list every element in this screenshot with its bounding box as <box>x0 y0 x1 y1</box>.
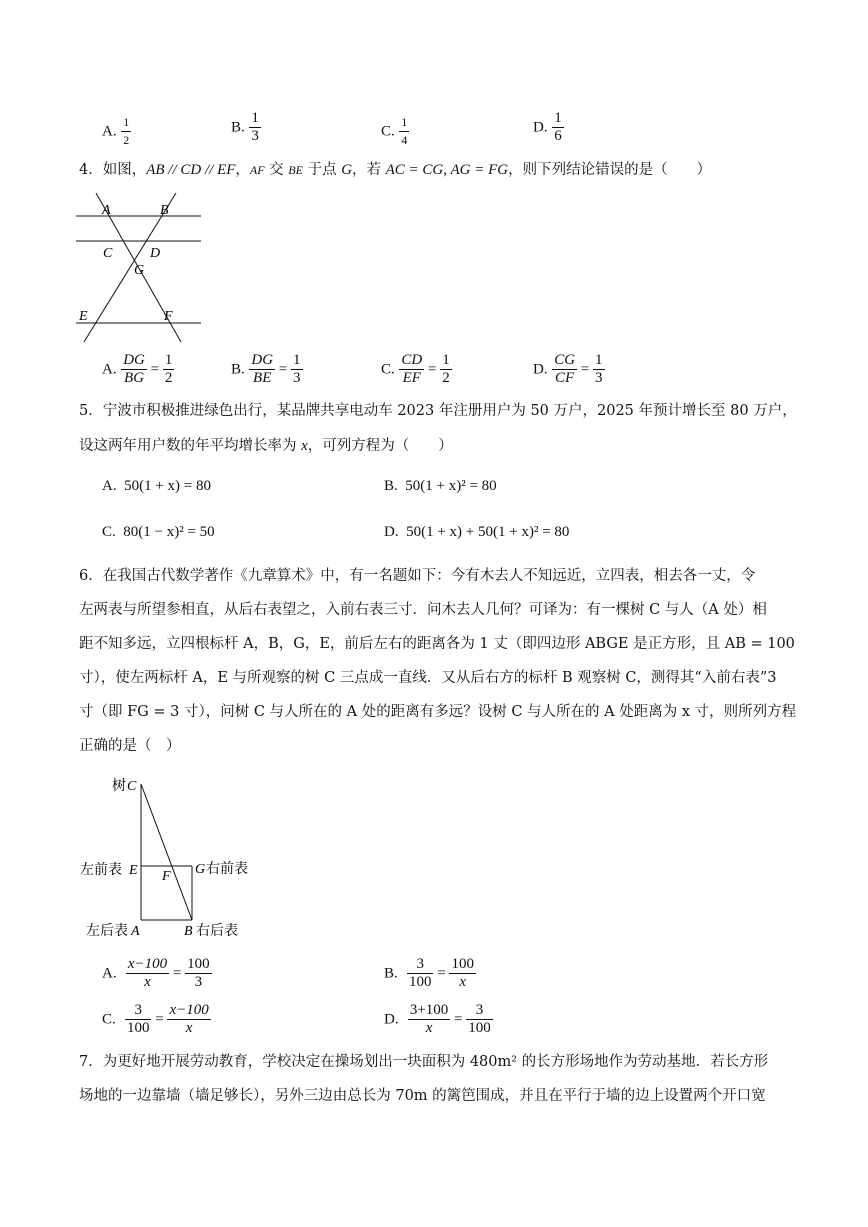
fraction: $\frac{1}{3}$ <box>595 352 603 386</box>
label-left-back: 左后表 <box>86 924 128 939</box>
fraction: $\frac{CD}{EF}$ <box>401 352 423 386</box>
q6-stem-line2: 左两表与所望参相直，从后右表望之，入前右表三寸．问木去人几何？可译为：有一棵树 C 与人（A 处）相 <box>79 602 767 618</box>
q5-option-a: A. 50(1 + x) = 80 <box>102 478 212 494</box>
label-b: B <box>184 924 193 939</box>
q6-option-c: C. $\frac{3}{100}$ = $\frac{x-100}{x}$ <box>102 1002 209 1036</box>
q3-option-a <box>102 114 131 149</box>
fraction: $\frac{DG}{BG}$ <box>123 352 145 386</box>
q3-option-b <box>231 110 261 145</box>
q6-stem-line5: 寸（即 FG = 3 寸），问树 C 与人所在的 A 处的距离有多远？设树 C 与人所在的 A 处距离为 x 寸，则所列方程 <box>79 704 797 720</box>
option-label: B. <box>231 119 245 136</box>
label-tree: 树 <box>112 779 126 794</box>
q7-stem-line2: 场地的一边靠墙（墙足够长），另外三边由总长为 70m 的篱笆围成，并且在平行于墙的边上设置两个开口宽 <box>79 1088 766 1104</box>
q6-figure <box>76 772 266 944</box>
q5-option-d: D. 50(1 + x) + 50(1 + x)² = 80 <box>384 524 570 540</box>
q4-option-d: D. $\frac{CG}{CF}$ = $\frac{1}{3}$ <box>533 352 603 386</box>
q6-stem-line4: 寸），使左两标杆 A，E 与所观察的树 C 三点成一直线．又从后右方的标杆 B 观察树 C，测得其“入前右表”3 <box>79 670 777 686</box>
fraction: $\frac{3}{100}$ <box>126 1002 150 1036</box>
label-b: B <box>160 203 169 218</box>
q6-stem-line6: 正确的是（ ） <box>79 738 181 754</box>
q7-stem-line1: 7．为更好地开展劳动教育，学校决定在操场划出一块面积为 480m² 的长方形场地作为劳动基地．若长方形 <box>79 1054 769 1070</box>
fraction: $\frac{1}{2}$ <box>164 352 173 386</box>
option-label: D. <box>533 119 548 136</box>
q4-option-b: B. $\frac{DG}{BE}$ = $\frac{1}{3}$ <box>231 352 301 386</box>
label-d: D <box>150 246 161 261</box>
label-f: F <box>164 309 173 324</box>
q5-stem-line2: 设这两年用户数的年平均增长率为 x，可列方程为（ ） <box>79 438 453 454</box>
option-label: A. <box>102 123 117 140</box>
fraction: $\frac{1}{4}$ <box>401 115 408 147</box>
fraction: $\frac{100}{3}$ <box>187 956 210 990</box>
fraction: $\frac{DG}{BE}$ <box>251 352 274 386</box>
fraction: $\frac{x-100}{x}$ <box>169 1002 209 1036</box>
q6-option-b: B. $\frac{3}{100}$ = $\frac{100}{x}$ <box>384 956 474 990</box>
fraction: $\frac{100}{x}$ <box>451 956 474 990</box>
q3-option-c <box>381 114 409 149</box>
fraction: $\frac{3+100}{x}$ <box>409 1002 449 1036</box>
fraction: $\frac{1}{2}$ <box>442 352 450 386</box>
fraction: $\frac{1}{3}$ <box>293 352 301 386</box>
q6-stem-line1: 6．在我国古代数学著作《九章算术》中，有一名题如下：今有木去人不知远近，立四表，相去各一丈，令 <box>79 568 756 584</box>
q6-option-d: D. $\frac{3+100}{x}$ = $\frac{3}{100}$ <box>384 1002 491 1036</box>
fraction: $\frac{3}{100}$ <box>408 956 432 990</box>
fraction: $\frac{x-100}{x}$ <box>127 956 168 990</box>
line-cb <box>141 784 192 920</box>
fraction: $\frac{1}{2}$ <box>123 115 130 147</box>
label-c: C <box>127 779 137 794</box>
label-g: G <box>195 862 206 877</box>
label-g: G <box>134 263 145 278</box>
label-a: A <box>102 203 111 218</box>
fraction: $\frac{1}{3}$ <box>251 110 259 144</box>
q4-stem: 4．如图，AB // CD // EF，AF 交 BE 于点 G，若 AC = CG, AG = FG，则下列结论错误的是（ ） <box>79 162 712 178</box>
q4-figure <box>74 190 209 345</box>
fraction: $\frac{3}{100}$ <box>468 1002 491 1036</box>
q6-option-a: A. $\frac{x-100}{x}$ = $\frac{100}{3}$ <box>102 956 210 990</box>
label-a: A <box>131 924 140 939</box>
q5-option-c: C. 80(1 − x)² = 50 <box>102 524 215 540</box>
option-label: C. <box>381 123 395 140</box>
label-left-front: 左前表 <box>80 863 122 878</box>
q5-option-b: B. 50(1 + x)² = 80 <box>384 478 497 494</box>
label-e: E <box>129 863 138 878</box>
fraction: $\frac{1}{6}$ <box>554 110 562 144</box>
q4-option-a: A. $\frac{DG}{BG}$ = $\frac{1}{2}$ <box>102 352 173 386</box>
q3-option-d <box>533 110 564 145</box>
fraction: $\frac{CG}{CF}$ <box>554 352 576 386</box>
label-c: C <box>103 246 113 261</box>
label-f: F <box>162 869 171 884</box>
label-e: E <box>79 309 88 324</box>
q6-stem-line3: 距不知多远，立四根标杆 A，B，G，E，前后左右的距离各为 1 丈（即四边形 ABGE 是正方形，且 AB = 100 <box>79 636 795 652</box>
label-right-front: 右前表 <box>206 862 248 877</box>
label-right-back: 右后表 <box>196 924 238 939</box>
q5-stem-line1: 5．宁波市积极推进绿色出行，某品牌共享电动车 2023 年注册用户为 50 万户，2025 年预计增长至 80 万户， <box>79 403 797 419</box>
q4-option-c: C. $\frac{CD}{EF}$ = $\frac{1}{2}$ <box>381 352 450 386</box>
